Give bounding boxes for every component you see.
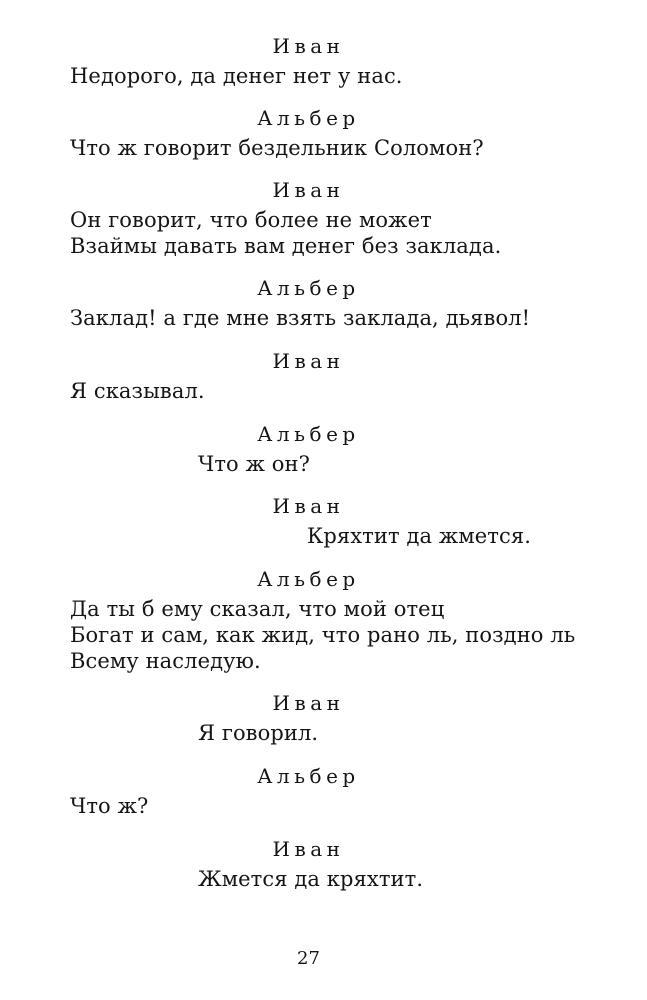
speaker-name: Иван: [272, 34, 345, 58]
speaker-name: Иван: [272, 349, 345, 373]
dialogue-line: Недорого, да денег нет у нас.: [70, 64, 403, 88]
dialogue-line: Что ж говорит бездельник Соломон?: [70, 136, 484, 160]
dialogue-line: Что ж он?: [198, 452, 310, 476]
dialogue-line: Что ж?: [70, 794, 149, 818]
speaker-name: Иван: [272, 178, 345, 202]
dialogue-line: Богат и сам, как жид, что рано ль, поздно ль: [70, 623, 576, 647]
speaker-name: Альбер: [257, 422, 360, 446]
speaker-name: Альбер: [257, 276, 360, 300]
dialogue-line: Я сказывал.: [70, 379, 205, 403]
dialogue-line: Всему наследую.: [70, 649, 261, 673]
dialogue-line: Да ты б ему сказал, что мой отец: [70, 597, 445, 621]
speaker-name: Иван: [272, 494, 345, 518]
speaker-name: Альбер: [257, 106, 360, 130]
speaker-name: Иван: [272, 691, 345, 715]
page-number: 27: [297, 948, 320, 969]
speaker-name: Альбер: [257, 764, 360, 788]
dialogue-line: Он говорит, что более не может: [70, 208, 432, 232]
dialogue-line: Жмется да кряхтит.: [198, 867, 424, 891]
dialogue-line: Заклад! а где мне взять заклада, дьявол!: [70, 306, 531, 330]
speaker-name: Альбер: [257, 567, 360, 591]
dialogue-line: Я говорил.: [198, 721, 319, 745]
dialogue-line: Кряхтит да жмется.: [307, 524, 532, 548]
dialogue-line: Взаймы давать вам денег без заклада.: [70, 234, 502, 258]
speaker-name: Иван: [272, 837, 345, 861]
